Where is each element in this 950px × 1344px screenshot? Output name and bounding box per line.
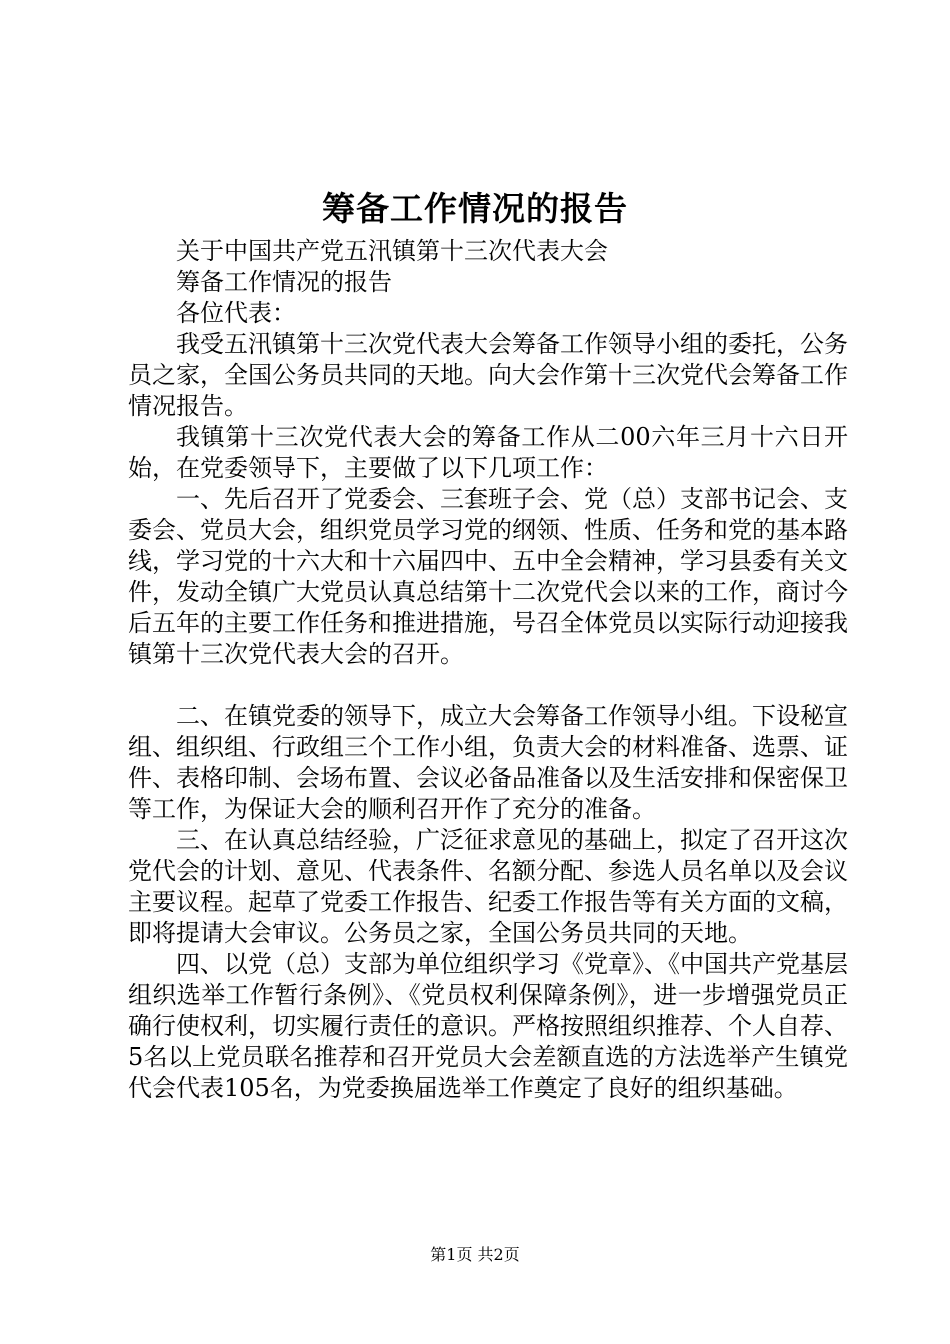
page-footer: 第1页 共2页 — [430, 1245, 520, 1264]
paragraph-intro: 我受五汛镇第十三次党代表大会筹备工作领导小组的委托，公务员之家，全国公务员共同的天地。向大会作第十三次党代会筹备工作情况报告。 — [128, 330, 848, 420]
paragraph-overview: 我镇第十三次党代表大会的筹备工作从二00六年三月十六日开始，在党委领导下，主要做了以下几项工作： — [128, 423, 848, 482]
paragraph-item-3: 三、在认真总结经验，广泛征求意见的基础上，拟定了召开这次党代会的计划、意见、代表条件、名额分配、参选人员名单以及会议主要议程。起草了党委工作报告、纪委工作报告等有关方面的文稿，即将提请大会审议。公务员之家，全国公务员共同的天地。 — [128, 826, 848, 947]
document-title: 筹备工作情况的报告 — [322, 189, 628, 228]
subtitle-line-1: 关于中国共产党五汛镇第十三次代表大会 — [176, 237, 608, 265]
paragraph-item-2: 二、在镇党委的领导下，成立大会筹备工作领导小组。下设秘宣组、组织组、行政组三个工作小组，负责大会的材料准备、选票、证件、表格印制、会场布置、会议必备品准备以及生活安排和保密保卫等工作，为保证大会的顺利召开作了充分的准备。 — [128, 702, 848, 823]
salutation: 各位代表： — [176, 299, 296, 327]
paragraph-item-4: 四、以党（总）支部为单位组织学习《党章》、《中国共产党基层组织选举工作暂行条例》、《党员权利保障条例》，进一步增强党员正确行使权利，切实履行责任的意识。严格按照组织推荐、个人自荐、5名以上党员联名推荐和召开党员大会差额直选的方法选举产生镇党代会代表105名，为党委换届选举工作奠定了良好的组织基础。 — [128, 950, 848, 1102]
document-body — [128, 236, 848, 1104]
subtitle-line-2: 筹备工作情况的报告 — [176, 268, 392, 296]
paragraph-item-1: 一、先后召开了党委会、三套班子会、党（总）支部书记会、支委会、党员大会，组织党员学习党的纲领、性质、任务和党的基本路线，学习党的十六大和十六届四中、五中全会精神，学习县委有关文件，发动全镇广大党员认真总结第十二次党代会以来的工作，商讨今后五年的主要工作任务和推进措施，号召全体党员以实际行动迎接我镇第十三次党代表大会的召开。 — [128, 485, 848, 668]
